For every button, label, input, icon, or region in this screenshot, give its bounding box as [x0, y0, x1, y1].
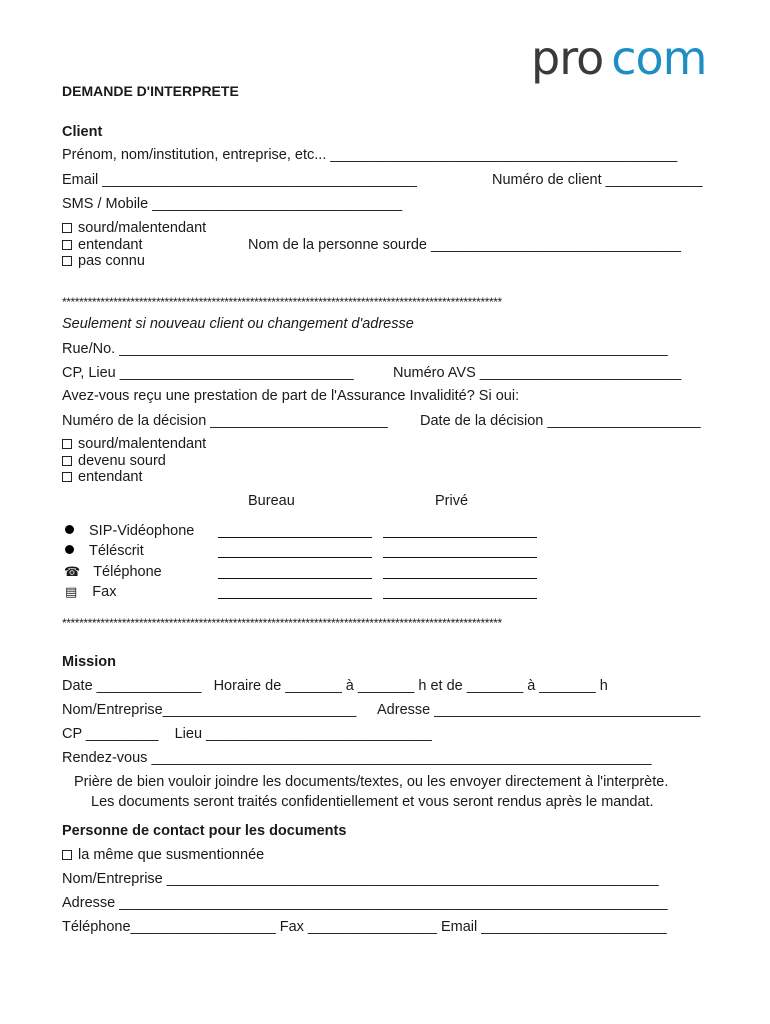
- contact-heading: Personne de contact pour les documents: [62, 823, 347, 839]
- option-label: entendant: [78, 237, 143, 253]
- avs-number-field[interactable]: Numéro AVS _________________________: [393, 365, 682, 381]
- decision-date-field[interactable]: Date de la décision ___________________: [420, 413, 701, 429]
- checkbox-icon: [62, 456, 72, 466]
- new-client-option-deaf[interactable]: [62, 435, 206, 453]
- decision-number-field[interactable]: Numéro de la décision ______________________: [62, 413, 388, 429]
- fax-icon: ▤: [65, 585, 78, 600]
- column-office: Bureau: [248, 493, 295, 509]
- checkbox-icon: [62, 256, 72, 266]
- documents-note-1: Prière de bien vouloir joindre les documents/textes, ou les envoyer directement à l'interprète.: [74, 774, 669, 790]
- client-name-field[interactable]: Prénom, nom/institution, entreprise, etc... ___________________________________________: [62, 147, 678, 163]
- device-label: Téléscrit: [89, 543, 144, 559]
- bullet-icon: [65, 525, 74, 534]
- option-label: sourd/malentendant: [78, 436, 207, 452]
- option-label: sourd/malentendant: [78, 220, 207, 236]
- checkbox-icon: [62, 472, 72, 482]
- client-number-field[interactable]: Numéro de client ____________: [492, 172, 703, 188]
- client-email-field[interactable]: Email _______________________________________: [62, 172, 417, 188]
- checkbox-icon: [62, 223, 72, 233]
- telescrit-private-field[interactable]: [383, 557, 537, 558]
- option-label: entendant: [78, 469, 143, 485]
- device-label: Téléphone: [93, 564, 162, 580]
- logo-part-pro: pro: [531, 31, 604, 85]
- checkbox-icon: [62, 240, 72, 250]
- client-sms-field[interactable]: SMS / Mobile _______________________________: [62, 196, 403, 212]
- sip-private-field[interactable]: [383, 537, 537, 538]
- form-title: DEMANDE D'INTERPRETE: [62, 83, 239, 99]
- device-fax: [65, 583, 116, 602]
- column-private: Privé: [435, 493, 469, 509]
- option-label: devenu sourd: [78, 453, 166, 469]
- telescrit-office-field[interactable]: [218, 557, 372, 558]
- postal-city-field[interactable]: CP, Lieu _____________________________: [62, 365, 354, 381]
- separator-line: *******************************************************************************************************: [62, 295, 502, 309]
- new-client-option-hearing[interactable]: [62, 468, 143, 486]
- contact-address-field[interactable]: Adresse ____________________________________________________________________: [62, 895, 668, 911]
- option-label: la même que susmentionnée: [78, 847, 265, 863]
- device-telescrit: [65, 542, 144, 560]
- telephone-icon: ☎: [64, 565, 81, 580]
- device-sip: [65, 522, 194, 540]
- mission-organization-field[interactable]: Nom/Entreprise________________________: [62, 702, 357, 718]
- contact-same-option[interactable]: [62, 846, 264, 864]
- device-label: Fax: [92, 584, 117, 600]
- client-option-unknown[interactable]: [62, 252, 145, 270]
- telephone-office-field[interactable]: [218, 578, 372, 579]
- contact-organization-field[interactable]: Nom/Entreprise _____________________________________________________________: [62, 871, 659, 887]
- checkbox-icon: [62, 850, 72, 860]
- procom-logo: [531, 30, 707, 86]
- option-label: pas connu: [78, 253, 145, 269]
- client-heading: Client: [62, 124, 103, 140]
- ai-question: Avez-vous reçu une prestation de part de l'Assurance Invalidité? Si oui:: [62, 388, 520, 404]
- mission-heading: Mission: [62, 654, 116, 670]
- bullet-icon: [65, 545, 74, 554]
- street-field[interactable]: Rue/No. ____________________________________________________________________: [62, 341, 668, 357]
- separator-line: *******************************************************************************************************: [62, 616, 502, 630]
- mission-date-time-field[interactable]: Date _____________ Horaire de _______ à _______ h et de _______ à _______ h: [62, 678, 608, 694]
- checkbox-icon: [62, 439, 72, 449]
- client-option-deaf[interactable]: [62, 219, 206, 237]
- device-telephone: [64, 563, 162, 582]
- mission-postal-city-field[interactable]: CP _________ Lieu ____________________________: [62, 726, 432, 742]
- deaf-person-name-field[interactable]: Nom de la personne sourde _______________________________: [248, 237, 681, 253]
- mission-meeting-field[interactable]: Rendez-vous ______________________________________________________________: [62, 750, 652, 766]
- contact-phone-fax-email-field[interactable]: Téléphone__________________ Fax ________________ Email _______________________: [62, 919, 667, 935]
- fax-private-field[interactable]: [383, 598, 537, 599]
- sip-office-field[interactable]: [218, 537, 372, 538]
- device-label: SIP-Vidéophone: [89, 523, 195, 539]
- logo-part-com: com: [611, 31, 707, 85]
- new-client-note: Seulement si nouveau client ou changement d'adresse: [62, 316, 414, 332]
- documents-note-2: Les documents seront traités confidentiellement et vous seront rendus après le mandat.: [91, 794, 654, 810]
- mission-address-field[interactable]: Adresse _________________________________: [377, 702, 701, 718]
- fax-office-field[interactable]: [218, 598, 372, 599]
- telephone-private-field[interactable]: [383, 578, 537, 579]
